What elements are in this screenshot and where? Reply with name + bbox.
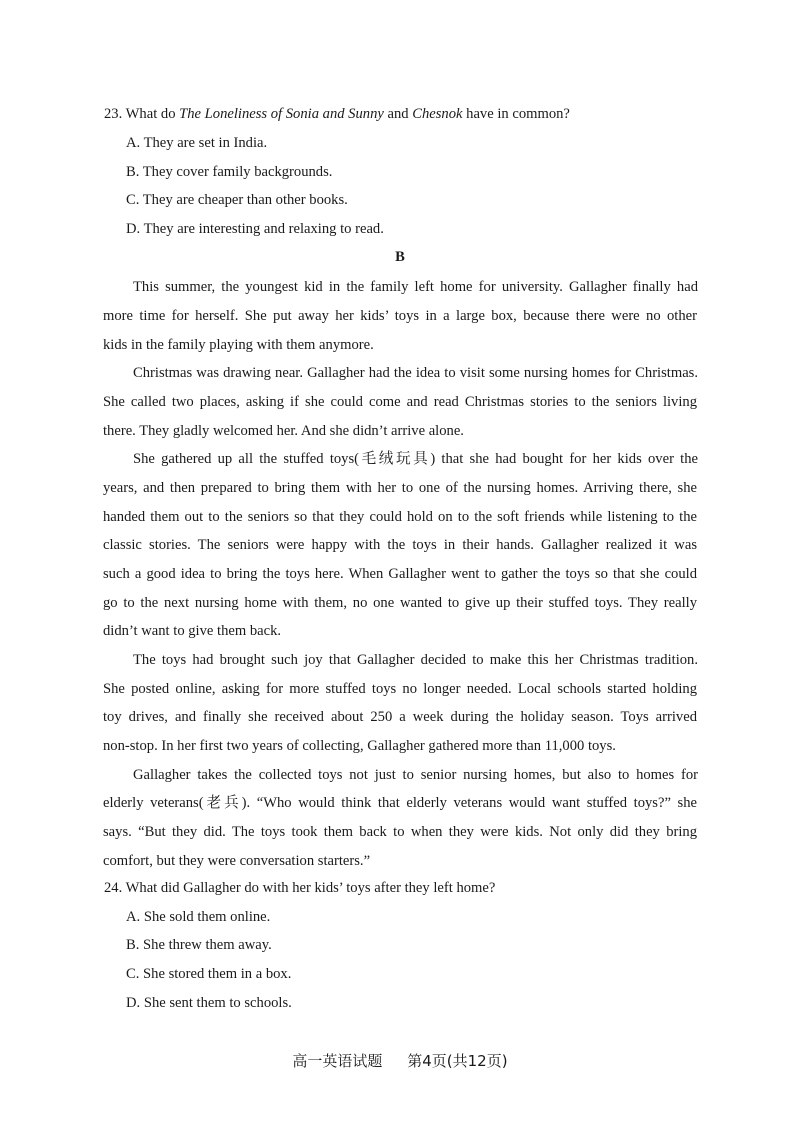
question-23-stem xyxy=(104,104,570,124)
footer-subject: 高一英语试题 xyxy=(292,1052,383,1070)
page-footer xyxy=(0,1050,800,1071)
passage-line: toy drives, and finally she received about 250 a week during the holiday season. Toys arrived xyxy=(103,709,697,725)
passage-line: handed them out to the seniors so that they could hold on to the soft friends while listening to the xyxy=(103,509,697,525)
passage-line: there. They gladly welcomed her. And she didn’t arrive alone. xyxy=(103,423,464,439)
question-24-option-d: D. She sent them to schools. xyxy=(126,995,292,1011)
question-23-number: 23. xyxy=(104,106,123,122)
passage-line: kids in the family playing with them anymore. xyxy=(103,337,374,353)
passage-line: elderly veterans(老兵). “Who would think that elderly veterans would want stuffed toys?” she xyxy=(103,795,697,811)
question-24-stem: 24. What did Gallagher do with her kids’ toys after they left home? xyxy=(104,880,496,896)
passage-line: The toys had brought such joy that Gallagher decided to make this her Christmas tradition. xyxy=(133,652,698,668)
passage-line: Christmas was drawing near. Gallagher had the idea to visit some nursing homes for Christmas. xyxy=(133,365,698,381)
question-23-option-a: A. They are set in India. xyxy=(126,135,268,151)
passage-line: such a good idea to bring the toys here. When Gallagher went to gather the toys so that she could xyxy=(103,566,697,582)
passage-line: more time for herself. She put away her kids’ toys in a large box, because there were no other xyxy=(103,308,697,324)
question-24-option-b: B. She threw them away. xyxy=(126,937,272,953)
question-23-stem-before: What do xyxy=(125,106,180,122)
passage-line: years, and then prepared to bring them with her to one of the nursing homes. Arriving there, she xyxy=(103,480,697,496)
book-title-2: Chesnok xyxy=(412,106,463,122)
question-23-option-b: B. They cover family backgrounds. xyxy=(126,164,333,180)
footer-page-number: 第4页(共12页) xyxy=(407,1052,508,1070)
question-23-stem-after: have in common? xyxy=(462,106,570,122)
passage-line: says. “But they did. The toys took them back to when they were kids. Not only did they bring xyxy=(103,824,697,840)
passage-line: non-stop. In her first two years of collecting, Gallagher gathered more than 11,000 toys. xyxy=(103,738,616,754)
question-24-option-a: A. She sold them online. xyxy=(126,909,271,925)
question-24-option-c: C. She stored them in a box. xyxy=(126,966,292,982)
passage-line: This summer, the youngest kid in the family left home for university. Gallagher finally had xyxy=(133,279,698,295)
passage-line: Gallagher takes the collected toys not just to senior nursing homes, but also to homes for xyxy=(133,767,698,783)
passage-line: didn’t want to give them back. xyxy=(103,623,282,639)
passage-line: classic stories. The seniors were happy with the toys in their hands. Gallagher realized it was xyxy=(103,537,697,553)
passage-line: comfort, but they were conversation starters.” xyxy=(103,853,371,869)
book-title-1: The Loneliness of Sonia and Sunny xyxy=(179,106,384,122)
passage-line: She called two places, asking if she could come and read Christmas stories to the seniors living xyxy=(103,394,697,410)
section-heading: B xyxy=(395,249,405,265)
question-23-option-d: D. They are interesting and relaxing to read. xyxy=(126,221,384,237)
passage-line: She gathered up all the stuffed toys(毛绒玩具) that she had bought for her kids over the xyxy=(133,451,698,467)
question-23-stem-middle: and xyxy=(383,106,413,122)
question-23-option-c: C. They are cheaper than other books. xyxy=(126,192,348,208)
passage-line: She posted online, asking for more stuffed toys no longer needed. Local schools started holding xyxy=(103,681,697,697)
passage-line: go to the next nursing home with them, no one wanted to give up their stuffed toys. They really xyxy=(103,595,697,611)
